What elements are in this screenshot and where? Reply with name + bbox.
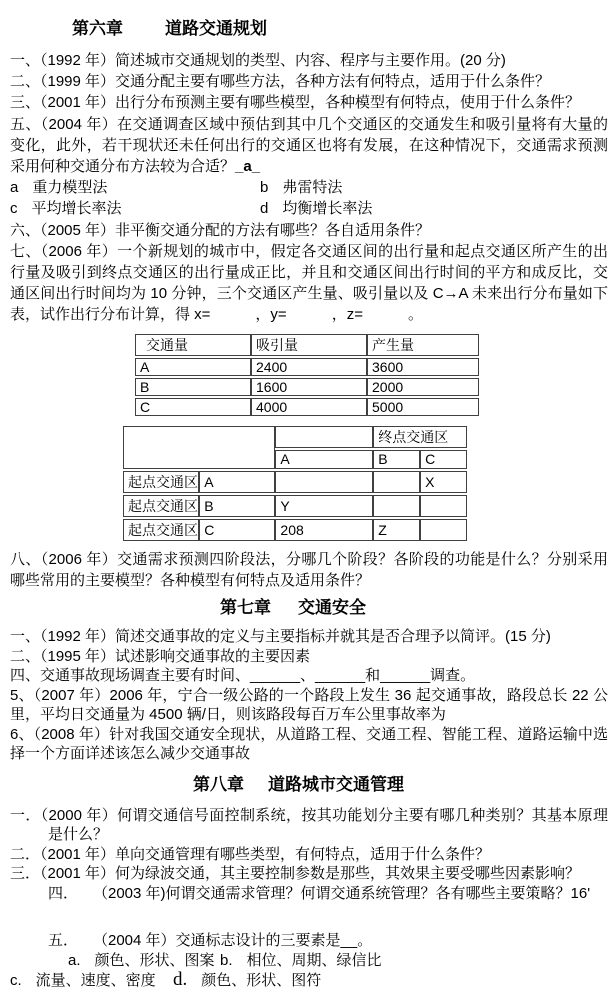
ch6-option-c-label: c — [10, 200, 18, 218]
ch6-option-c — [10, 198, 260, 219]
ch6-option-d-label: d — [260, 200, 269, 218]
od-cell-aa — [275, 471, 373, 493]
chapter7-number: 第七章 — [220, 598, 271, 618]
chapter8-number: 第八章 — [193, 774, 244, 794]
zone-a-production: 3600 — [367, 358, 479, 376]
chapter6-number: 第六章 — [72, 19, 123, 38]
od-origin-a: A — [199, 471, 275, 493]
ch6-option-a — [10, 177, 260, 198]
zone-c-production: 5000 — [367, 398, 479, 416]
table-row — [123, 471, 467, 493]
ch8-option-b — [220, 951, 382, 971]
od-corner-cell — [123, 426, 275, 469]
ch8-option-b-label: b. — [220, 951, 233, 969]
zone-volume-header-production: 产生量 — [367, 334, 479, 356]
od-col-a-header: A — [275, 450, 373, 469]
ch6-question-7: 七、（2006 年）一个新规划的城市中，假定各交通区间的出行量和起点交通区所产生的出行量及吸引到终点交通区的出行量成正比，并且和交通区间出行时间的平方和成反比，交通区间出行时间均为 10 分钟，三个交通区产生量、吸引量以及 C→A 未来出行分布量如下表，试作出行分布计算，得 x= ，y= ，z= 。 — [10, 242, 608, 324]
ch6-question-2: 二、（1999 年）交通分配主要有哪些方法，各种方法有何特点，适用于什么条件？ — [10, 73, 551, 91]
ch6-question-3: 三、（2001 年）出行分布预测主要有哪些模型，各种模型有何特点，使用于什么条件？ — [10, 94, 581, 112]
od-origin-label: 起点交通区 — [123, 471, 199, 493]
chapter6-heading — [72, 18, 608, 40]
ch6-question-5 — [10, 114, 608, 178]
chapter7-title: 交通安全 — [298, 598, 366, 618]
ch8-option-d-label: d. — [173, 969, 188, 991]
ch6-option-d — [260, 198, 372, 219]
ch6-option-a-text: 重力模型法 — [32, 179, 108, 197]
chapter6-section — [10, 18, 608, 591]
ch8-question-5: 五． （2004 年）交通标志设计的三要素是__。 — [48, 932, 373, 950]
ch6-question-5-answer-blank: _a_ — [235, 158, 261, 176]
ch6-option-a-label: a — [10, 179, 19, 197]
od-cell-cc — [420, 519, 467, 541]
od-origin-label: 起点交通区 — [123, 519, 199, 541]
ch8-options-row-ab — [10, 951, 608, 971]
zone-b-label: B — [135, 378, 251, 396]
od-cell-bb — [373, 495, 420, 517]
zone-c-label: C — [135, 398, 251, 416]
ch6-options-row-cd — [10, 198, 608, 219]
table-row — [135, 378, 479, 396]
zone-a-label: A — [135, 358, 251, 376]
od-destination-header: 终点交通区 — [373, 426, 467, 448]
od-cell-cb: Z — [373, 519, 420, 541]
ch8-option-c-label: c. — [10, 972, 22, 990]
zone-a-attraction: 2400 — [251, 358, 367, 376]
ch8-option-a-text: 颜色、形状、图案 — [94, 951, 215, 969]
table-row — [135, 358, 479, 376]
chapter8-title: 道路城市交通管理 — [268, 774, 404, 794]
ch8-option-a — [68, 951, 220, 971]
ch7-question-6: 6、（2008 年）针对我国交通安全现状，从道路工程、交通工程、智能工程、道路运输中选择一个方面详述该怎么减少交通事故 — [10, 725, 608, 763]
ch8-options-row-cd — [10, 970, 608, 991]
ch8-option-c-text: 流量、速度、密度 — [35, 972, 156, 990]
ch7-question-4: 四、交通事故现场调查主要有时间、______、______和______调查。 — [10, 667, 476, 685]
zone-volume-header-attraction: 吸引量 — [251, 334, 367, 356]
table-row — [135, 398, 479, 416]
ch6-question-8: 八、（2006 年）交通需求预测四阶段法，分哪几个阶段？各阶段的功能是什么？分别采用哪些常用的主要模型？各种模型有何特点及适用条件？ — [10, 550, 608, 589]
ch6-option-b — [260, 177, 342, 198]
od-cell-ac: X — [420, 471, 467, 493]
chapter6-title: 道路交通规划 — [165, 19, 267, 38]
zone-volume-table — [135, 332, 479, 418]
zone-volume-header-traffic: 交通量 — [135, 334, 251, 356]
ch8-question-1: 一．（2000 年）何谓交通信号面控制系统，按其功能划分主要有哪几种类别？其基本原理是什么？ — [10, 806, 608, 844]
ch6-option-d-text: 均衡增长率法 — [282, 200, 373, 218]
ch6-question-1: 一、（1992 年）简述城市交通规划的类型、内容、程序与主要作用。(20 分) — [10, 52, 506, 69]
ch7-question-2: 二、（1995 年）试述影响交通事故的主要因素 — [10, 647, 311, 665]
od-origin-b: B — [199, 495, 275, 517]
od-distribution-table — [123, 424, 467, 543]
ch6-option-b-text: 弗雷特法 — [282, 179, 343, 197]
ch8-question-3: 三．（2001 年）何为绿波交通，其主要控制参数是那些，其效果主要受哪些因素影响？ — [10, 865, 581, 883]
od-cell-ab — [373, 471, 420, 493]
od-cell-ca: 208 — [275, 519, 373, 541]
od-origin-c: C — [199, 519, 275, 541]
table-row — [135, 334, 479, 356]
table-row — [123, 495, 467, 517]
ch6-question-5-text: 五、（2004 年）在交通调查区域中预估到其中几个交通区的交通发生和吸引量将有大量的变化，此外，若干现状还未任何出行的交通区也将有发展，在这种情况下，交通需求预测采用何种交通分布方法较为合适？ — [10, 115, 608, 176]
od-col-b-header: B — [373, 450, 420, 469]
ch6-option-b-label: b — [260, 179, 269, 197]
zone-b-production: 2000 — [367, 378, 479, 396]
od-col-c-header: C — [420, 450, 467, 469]
ch8-option-b-text: 相位、周期、绿信比 — [246, 951, 382, 969]
ch8-option-a-label: a. — [68, 951, 81, 969]
ch7-question-1: 一、（1992 年）简述交通事故的定义与主要指标并就其是否合理予以简评。(15 分) — [10, 628, 551, 646]
ch6-option-c-text: 平均增长率法 — [31, 200, 122, 218]
zone-c-attraction: 4000 — [251, 398, 367, 416]
ch8-option-d-text: 颜色、形状、图符 — [201, 972, 322, 990]
table-row — [123, 426, 467, 448]
od-origin-label: 起点交通区 — [123, 495, 199, 517]
chapter7-heading — [220, 597, 608, 619]
table-row — [123, 519, 467, 541]
ch8-question-2: 二．（2001 年）单向交通管理有哪些类型，有何特点，适用于什么条件？ — [10, 845, 491, 863]
ch8-question-4: 四． （2003 年)何谓交通需求管理？何谓交通系统管理？各有哪些主要策略？16' — [48, 884, 591, 902]
chapter7-section — [10, 597, 608, 764]
od-cell-ba: Y — [275, 495, 373, 517]
ch6-options-row-ab — [10, 177, 608, 198]
chapter8-section — [10, 774, 608, 991]
od-empty-cell — [275, 426, 373, 448]
od-cell-bc — [420, 495, 467, 517]
ch8-option-d — [173, 970, 321, 991]
zone-b-attraction: 1600 — [251, 378, 367, 396]
ch6-question-6: 六、（2005 年）非平衡交通分配的方法有哪些？各自适用条件？ — [10, 221, 431, 239]
ch7-question-5: 5、（2007 年）2006 年，宁合一级公路的一个路段上发生 36 起交通事故，路段总长 22 公里，平均日交通量为 4500 辆/日，则该路段每百万车公里事故率为 — [10, 686, 608, 724]
chapter8-heading — [193, 774, 608, 796]
ch8-option-c — [10, 971, 173, 991]
